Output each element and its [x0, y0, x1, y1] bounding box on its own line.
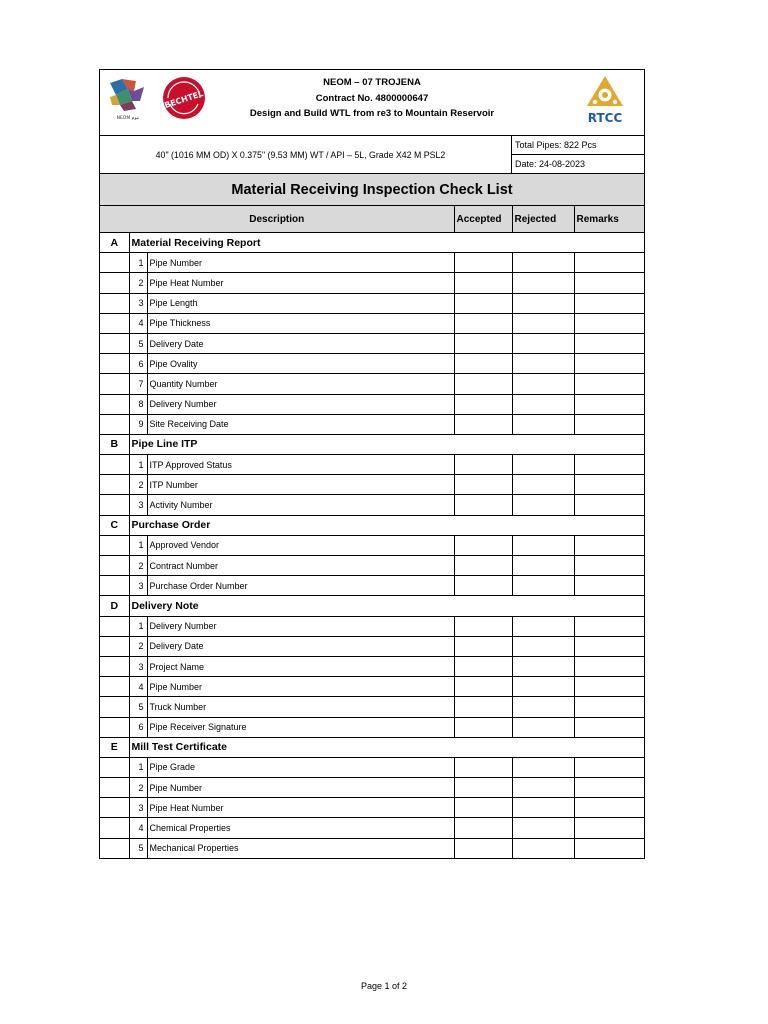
item-number: 5 — [129, 697, 147, 717]
rejected-cell[interactable] — [512, 656, 574, 676]
item-number: 6 — [129, 717, 147, 737]
column-header-row — [100, 206, 644, 233]
row-spacer-cell — [100, 414, 129, 434]
remarks-cell[interactable] — [574, 253, 644, 273]
item-description: Pipe Receiver Signature — [147, 717, 454, 737]
rejected-cell[interactable] — [512, 354, 574, 374]
rtcc-logo-text: RTCC — [587, 111, 623, 125]
accepted-cell[interactable] — [454, 293, 512, 313]
spec-summary — [512, 136, 644, 173]
checklist-table — [100, 206, 644, 858]
table-row — [100, 677, 644, 697]
item-number: 2 — [129, 556, 147, 576]
rejected-cell[interactable] — [512, 273, 574, 293]
remarks-cell[interactable] — [574, 778, 644, 798]
remarks-cell[interactable] — [574, 576, 644, 596]
remarks-cell[interactable] — [574, 556, 644, 576]
rejected-cell[interactable] — [512, 636, 574, 656]
section-letter: D — [100, 596, 129, 616]
rejected-cell[interactable] — [512, 455, 574, 475]
item-description: Pipe Number — [147, 778, 454, 798]
item-description: ITP Approved Status — [147, 455, 454, 475]
row-spacer-cell — [100, 717, 129, 737]
row-spacer-cell — [100, 475, 129, 495]
remarks-cell[interactable] — [574, 273, 644, 293]
accepted-cell[interactable] — [454, 333, 512, 353]
table-row — [100, 656, 644, 676]
table-row — [100, 697, 644, 717]
accepted-cell[interactable] — [454, 414, 512, 434]
remarks-cell[interactable] — [574, 354, 644, 374]
item-description: Pipe Number — [147, 253, 454, 273]
item-description: Contract Number — [147, 556, 454, 576]
table-row — [100, 636, 644, 656]
item-description: Delivery Date — [147, 636, 454, 656]
rejected-cell[interactable] — [512, 838, 574, 858]
item-number: 5 — [129, 333, 147, 353]
remarks-cell[interactable] — [574, 414, 644, 434]
table-row — [100, 495, 644, 515]
remarks-cell[interactable] — [574, 656, 644, 676]
accepted-cell[interactable] — [454, 616, 512, 636]
table-row — [100, 717, 644, 737]
item-description: Delivery Number — [147, 616, 454, 636]
rtcc-logo — [580, 73, 630, 127]
item-description: Purchase Order Number — [147, 576, 454, 596]
table-row — [100, 798, 644, 818]
section-title: Delivery Note — [129, 596, 644, 616]
item-number: 9 — [129, 414, 147, 434]
rejected-cell[interactable] — [512, 616, 574, 636]
remarks-cell[interactable] — [574, 333, 644, 353]
rejected-cell[interactable] — [512, 475, 574, 495]
remarks-cell[interactable] — [574, 475, 644, 495]
item-number: 4 — [129, 818, 147, 838]
accepted-cell[interactable] — [454, 273, 512, 293]
table-row — [100, 394, 644, 414]
item-description: Approved Vendor — [147, 535, 454, 555]
table-row — [100, 616, 644, 636]
row-spacer-cell — [100, 636, 129, 656]
pipe-specification: 40" (1016 MM OD) X 0.375" (9.53 MM) WT / API – 5L, Grade X42 M PSL2 — [100, 136, 512, 173]
remarks-cell[interactable] — [574, 677, 644, 697]
remarks-cell[interactable] — [574, 535, 644, 555]
section-title: Mill Test Certificate — [129, 737, 644, 757]
rejected-cell[interactable] — [512, 677, 574, 697]
item-number: 3 — [129, 576, 147, 596]
row-spacer-cell — [100, 374, 129, 394]
section-title: Material Receiving Report — [129, 233, 644, 253]
table-row — [100, 455, 644, 475]
row-spacer-cell — [100, 757, 129, 777]
item-number: 3 — [129, 293, 147, 313]
item-description: Site Receiving Date — [147, 414, 454, 434]
item-number: 1 — [129, 455, 147, 475]
accepted-cell[interactable] — [454, 313, 512, 333]
section-letter: C — [100, 515, 129, 535]
rejected-cell[interactable] — [512, 253, 574, 273]
section-letter: E — [100, 737, 129, 757]
table-row — [100, 273, 644, 293]
remarks-cell[interactable] — [574, 636, 644, 656]
rejected-cell[interactable] — [512, 394, 574, 414]
accepted-cell[interactable] — [454, 576, 512, 596]
section-title: Pipe Line ITP — [129, 434, 644, 454]
bechtel-logo-text: BECHTEL — [163, 89, 205, 111]
table-row — [100, 818, 644, 838]
remarks-cell[interactable] — [574, 616, 644, 636]
row-spacer-cell — [100, 333, 129, 353]
row-spacer-cell — [100, 778, 129, 798]
row-spacer-cell — [100, 697, 129, 717]
document-date: Date: 24-08-2023 — [515, 159, 586, 169]
section-row — [100, 233, 644, 253]
table-row — [100, 354, 644, 374]
remarks-cell[interactable] — [574, 293, 644, 313]
item-description: Quantity Number — [147, 374, 454, 394]
table-row — [100, 414, 644, 434]
item-number: 1 — [129, 535, 147, 555]
document-header — [100, 70, 644, 136]
item-number: 5 — [129, 838, 147, 858]
item-description: Pipe Thickness — [147, 313, 454, 333]
remarks-cell[interactable] — [574, 495, 644, 515]
item-number: 2 — [129, 636, 147, 656]
row-spacer-cell — [100, 455, 129, 475]
item-number: 3 — [129, 656, 147, 676]
total-pipes: Total Pipes: 822 Pcs — [512, 136, 644, 155]
accepted-cell[interactable] — [454, 656, 512, 676]
rejected-cell[interactable] — [512, 757, 574, 777]
bechtel-logo — [160, 74, 210, 122]
rejected-cell[interactable] — [512, 717, 574, 737]
remarks-cell[interactable] — [574, 697, 644, 717]
item-description: Chemical Properties — [147, 818, 454, 838]
table-row — [100, 838, 644, 858]
rejected-cell[interactable] — [512, 818, 574, 838]
accepted-cell[interactable] — [454, 394, 512, 414]
item-number: 1 — [129, 616, 147, 636]
accepted-cell[interactable] — [454, 374, 512, 394]
row-spacer-cell — [100, 253, 129, 273]
accepted-cell[interactable] — [454, 636, 512, 656]
rejected-cell[interactable] — [512, 697, 574, 717]
row-spacer-cell — [100, 273, 129, 293]
item-number: 4 — [129, 677, 147, 697]
item-number: 8 — [129, 394, 147, 414]
rejected-cell[interactable] — [512, 798, 574, 818]
item-description: ITP Number — [147, 475, 454, 495]
rejected-cell[interactable] — [512, 374, 574, 394]
remarks-cell[interactable] — [574, 394, 644, 414]
item-description: Pipe Number — [147, 677, 454, 697]
section-row — [100, 596, 644, 616]
checklist-title: Material Receiving Inspection Check List — [100, 174, 644, 206]
accepted-cell[interactable] — [454, 535, 512, 555]
item-number: 6 — [129, 354, 147, 374]
rejected-cell[interactable] — [512, 576, 574, 596]
section-row — [100, 737, 644, 757]
accepted-cell[interactable] — [454, 838, 512, 858]
table-row — [100, 313, 644, 333]
accepted-cell[interactable] — [454, 798, 512, 818]
accepted-cell[interactable] — [454, 455, 512, 475]
accepted-cell[interactable] — [454, 778, 512, 798]
rejected-cell[interactable] — [512, 535, 574, 555]
accepted-cell[interactable] — [454, 818, 512, 838]
item-number: 2 — [129, 475, 147, 495]
table-row — [100, 333, 644, 353]
item-number: 7 — [129, 374, 147, 394]
rejected-cell[interactable] — [512, 293, 574, 313]
item-description: Truck Number — [147, 697, 454, 717]
table-row — [100, 475, 644, 495]
item-description: Pipe Grade — [147, 757, 454, 777]
row-spacer-cell — [100, 576, 129, 596]
rejected-cell[interactable] — [512, 778, 574, 798]
row-spacer-cell — [100, 495, 129, 515]
table-row — [100, 293, 644, 313]
neom-logo — [106, 75, 150, 123]
row-spacer-cell — [100, 354, 129, 374]
section-row — [100, 515, 644, 535]
column-header-remarks: Remarks — [574, 206, 644, 233]
row-spacer-cell — [100, 535, 129, 555]
rejected-cell[interactable] — [512, 414, 574, 434]
remarks-cell[interactable] — [574, 717, 644, 737]
item-description: Pipe Heat Number — [147, 798, 454, 818]
row-spacer-cell — [100, 677, 129, 697]
checklist-sheet — [99, 69, 645, 859]
row-spacer-cell — [100, 394, 129, 414]
table-row — [100, 374, 644, 394]
item-number: 1 — [129, 757, 147, 777]
item-description: Project Name — [147, 656, 454, 676]
item-number: 2 — [129, 778, 147, 798]
accepted-cell[interactable] — [454, 253, 512, 273]
page-number: Page 1 of 2 — [360, 981, 408, 991]
remarks-cell[interactable] — [574, 757, 644, 777]
remarks-cell[interactable] — [574, 838, 644, 858]
section-letter: A — [100, 233, 129, 253]
accepted-cell[interactable] — [454, 495, 512, 515]
project-name: NEOM – 07 TROJENA — [323, 77, 421, 88]
remarks-cell[interactable] — [574, 798, 644, 818]
item-description: Pipe Ovality — [147, 354, 454, 374]
table-row — [100, 253, 644, 273]
remarks-cell[interactable] — [574, 818, 644, 838]
rejected-cell[interactable] — [512, 313, 574, 333]
table-row — [100, 778, 644, 798]
accepted-cell[interactable] — [454, 354, 512, 374]
column-header-rejected: Rejected — [512, 206, 574, 233]
remarks-cell[interactable] — [574, 455, 644, 475]
item-number: 2 — [129, 273, 147, 293]
checklist-body — [100, 233, 644, 858]
section-letter: B — [100, 434, 129, 454]
column-header-accepted: Accepted — [454, 206, 512, 233]
contract-number: Contract No. 4800000647 — [315, 92, 429, 104]
row-spacer-cell — [100, 293, 129, 313]
row-spacer-cell — [100, 656, 129, 676]
row-spacer-cell — [100, 616, 129, 636]
rejected-cell[interactable] — [512, 333, 574, 353]
row-spacer-cell — [100, 798, 129, 818]
table-row — [100, 757, 644, 777]
row-spacer-cell — [100, 556, 129, 576]
item-number: 1 — [129, 253, 147, 273]
accepted-cell[interactable] — [454, 717, 512, 737]
section-row — [100, 434, 644, 454]
accepted-cell[interactable] — [454, 757, 512, 777]
rejected-cell[interactable] — [512, 556, 574, 576]
table-row — [100, 556, 644, 576]
header-text — [210, 75, 534, 122]
item-description: Pipe Length — [147, 293, 454, 313]
table-row — [100, 535, 644, 555]
item-description: Delivery Number — [147, 394, 454, 414]
table-row — [100, 576, 644, 596]
row-spacer-cell — [100, 818, 129, 838]
remarks-cell[interactable] — [574, 313, 644, 333]
row-spacer-cell — [100, 313, 129, 333]
accepted-cell[interactable] — [454, 475, 512, 495]
item-description: Pipe Heat Number — [147, 273, 454, 293]
project-description: Design and Build WTL from re3 to Mountain Reservoir — [249, 108, 495, 119]
spec-row — [100, 136, 644, 174]
item-description: Activity Number — [147, 495, 454, 515]
item-number: 3 — [129, 798, 147, 818]
item-description: Mechanical Properties — [147, 838, 454, 858]
accepted-cell[interactable] — [454, 697, 512, 717]
accepted-cell[interactable] — [454, 677, 512, 697]
neom-logo-text: NEOM ﻧﻴﻮﻡ — [116, 116, 140, 121]
accepted-cell[interactable] — [454, 556, 512, 576]
row-spacer-cell — [100, 838, 129, 858]
section-title: Purchase Order — [129, 515, 644, 535]
rejected-cell[interactable] — [512, 495, 574, 515]
column-header-description: Description — [100, 206, 454, 233]
item-number: 4 — [129, 313, 147, 333]
item-description: Delivery Date — [147, 333, 454, 353]
remarks-cell[interactable] — [574, 374, 644, 394]
item-number: 3 — [129, 495, 147, 515]
